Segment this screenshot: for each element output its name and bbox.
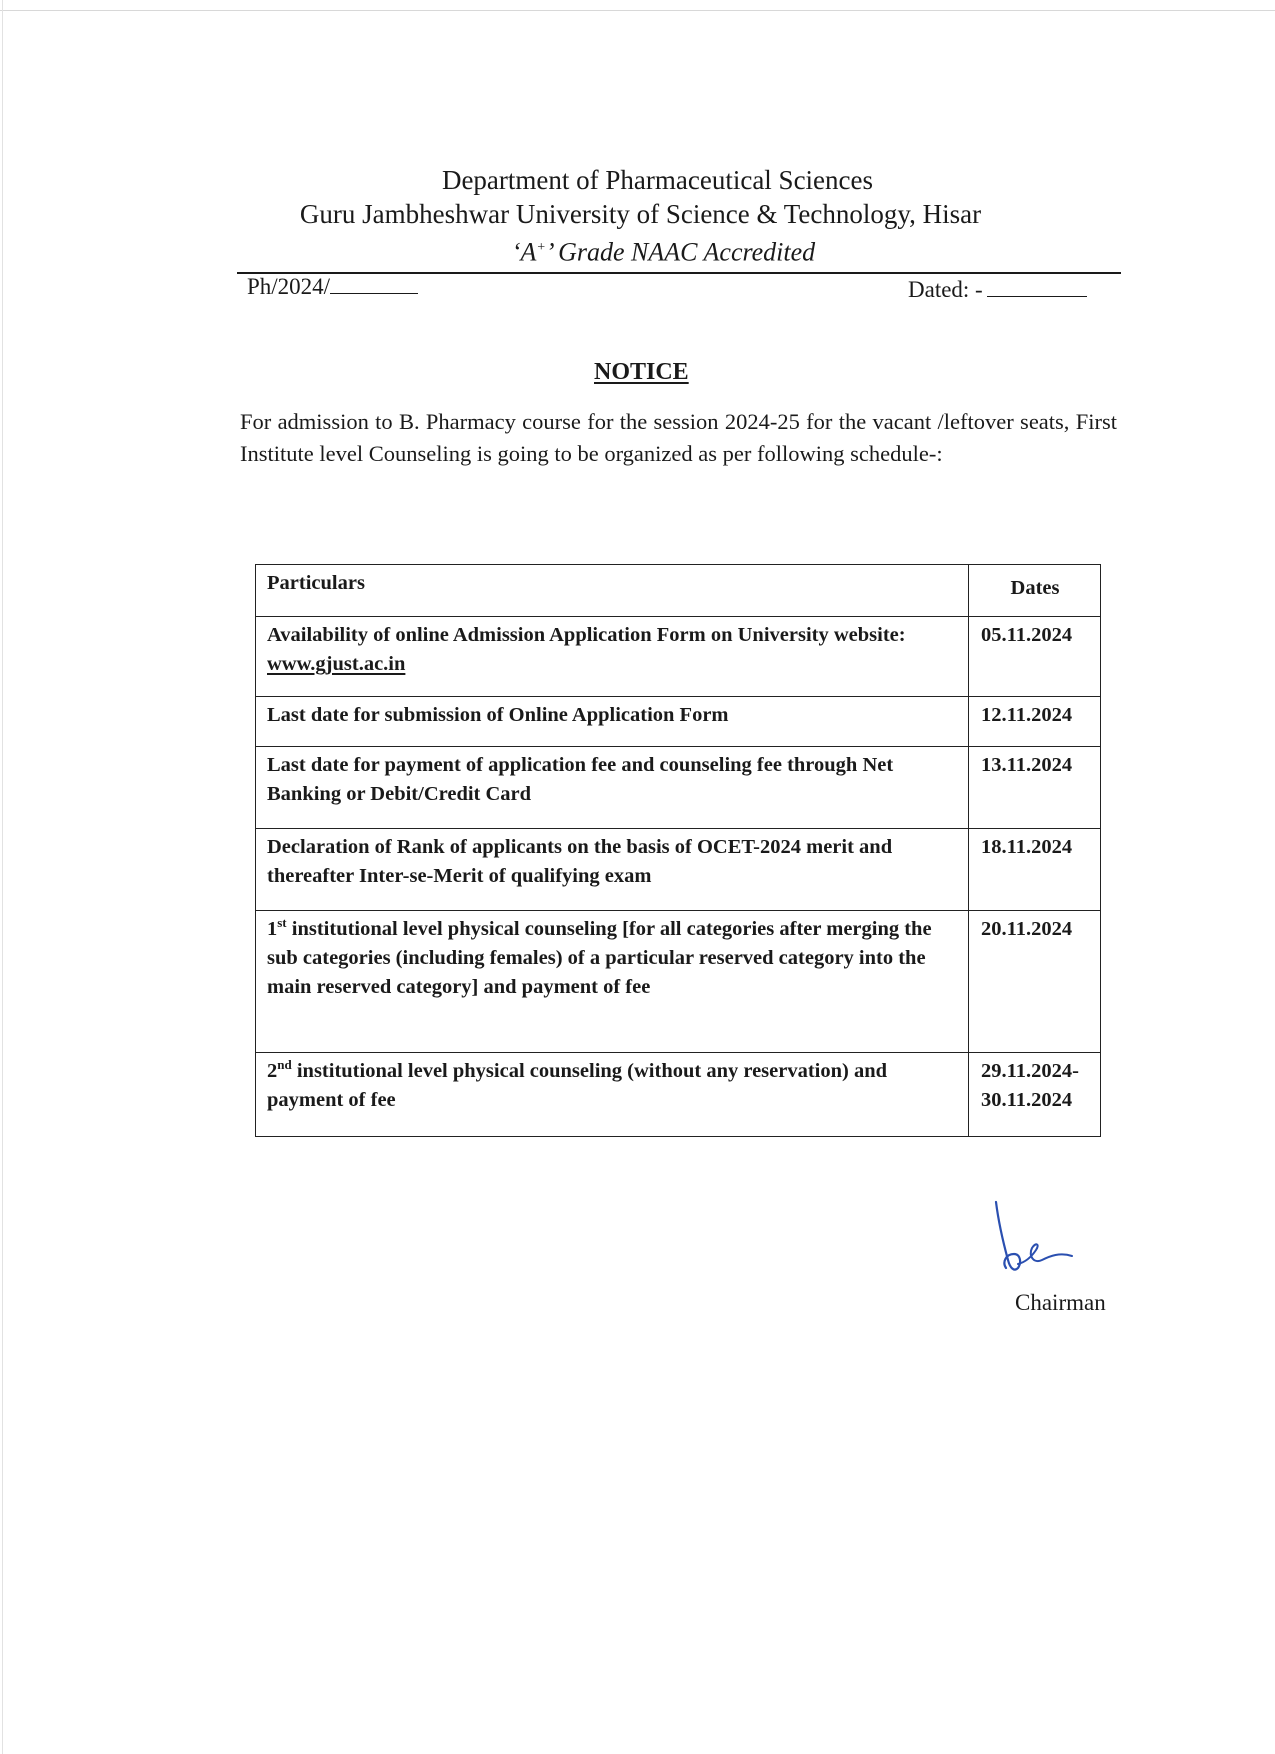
notice-title: NOTICE (594, 359, 689, 385)
table-row (256, 617, 1101, 697)
particular-cell: Declaration of Rank of applicants on the basis of OCET-2024 merit and thereafter Inter-se-Merit of qualifying exam (256, 829, 969, 911)
table-row (256, 697, 1101, 747)
ordinal-suffix: st (277, 915, 287, 931)
particular-text: institutional level physical counseling (without any reservation) and payment of fee (267, 1060, 888, 1111)
dated (908, 276, 1087, 303)
department-name: Department of Pharmaceutical Sciences (441, 165, 874, 195)
reference-number (247, 273, 418, 300)
dated-label: Dated: - (908, 277, 983, 302)
ordinal-number: 1 (267, 918, 278, 940)
university-website-link[interactable]: www.gjust.ac.in (267, 653, 406, 675)
particular-cell (256, 617, 969, 697)
date-cell (969, 1053, 1101, 1137)
particular-text: Availability of online Admission Application Form on University website: (267, 624, 906, 646)
header-particulars: Particulars (256, 565, 969, 617)
date-cell: 20.11.2024 (969, 911, 1101, 1053)
date-cell: 18.11.2024 (969, 829, 1101, 911)
particular-cell (256, 911, 969, 1053)
date-range-end: 30.11.2024 (981, 1089, 1073, 1111)
signature-stroke-main (996, 1202, 1020, 1270)
date-range-start: 29.11.2024- (981, 1060, 1079, 1082)
date-cell: 13.11.2024 (969, 747, 1101, 829)
table-row (256, 747, 1101, 829)
grade-suffix: ’ Grade NAAC Accredited (545, 237, 816, 267)
table-row (256, 829, 1101, 911)
letterhead (0, 163, 1275, 270)
grade-prefix: ‘A (511, 237, 537, 267)
date-cell: 05.11.2024 (969, 617, 1101, 697)
reference-number-label: Ph/2024/ (247, 274, 331, 299)
grade-sup: + (536, 240, 546, 255)
schedule-table (255, 564, 1101, 1137)
particular-cell (256, 1053, 969, 1137)
ordinal-suffix: nd (277, 1057, 292, 1073)
header-dates: Dates (969, 565, 1101, 617)
table-row (256, 1053, 1101, 1137)
particular-cell: Last date for submission of Online Application Form (256, 697, 969, 747)
scan-edge-top (0, 10, 1275, 11)
particular-text: institutional level physical counseling [for all categories after merging the sub categories (including females) of a particular reserved category into the main reserved category] and payment of fee (267, 918, 932, 998)
ordinal-number: 2 (267, 1060, 278, 1082)
naac-grade (52, 231, 1275, 270)
signature-stroke-tail (1018, 1244, 1072, 1264)
table-header-row (256, 565, 1101, 617)
notice-intro: For admission to B. Pharmacy course for the session 2024-25 for the vacant /leftover seats, First Institute level Counseling is going to be organized as per following schedule-: (240, 409, 1117, 466)
reference-number-blank (330, 273, 418, 294)
dated-blank (987, 276, 1087, 297)
date-cell: 12.11.2024 (969, 697, 1101, 747)
table-row (256, 911, 1101, 1053)
university-name: Guru Jambheshwar University of Science & Technology, Hisar (299, 199, 982, 229)
particular-cell: Last date for payment of application fee and counseling fee through Net Banking or Debit/Credit Card (256, 747, 969, 829)
signatory-title: Chairman (1015, 1290, 1106, 1315)
chairman-signature (990, 1198, 1110, 1278)
